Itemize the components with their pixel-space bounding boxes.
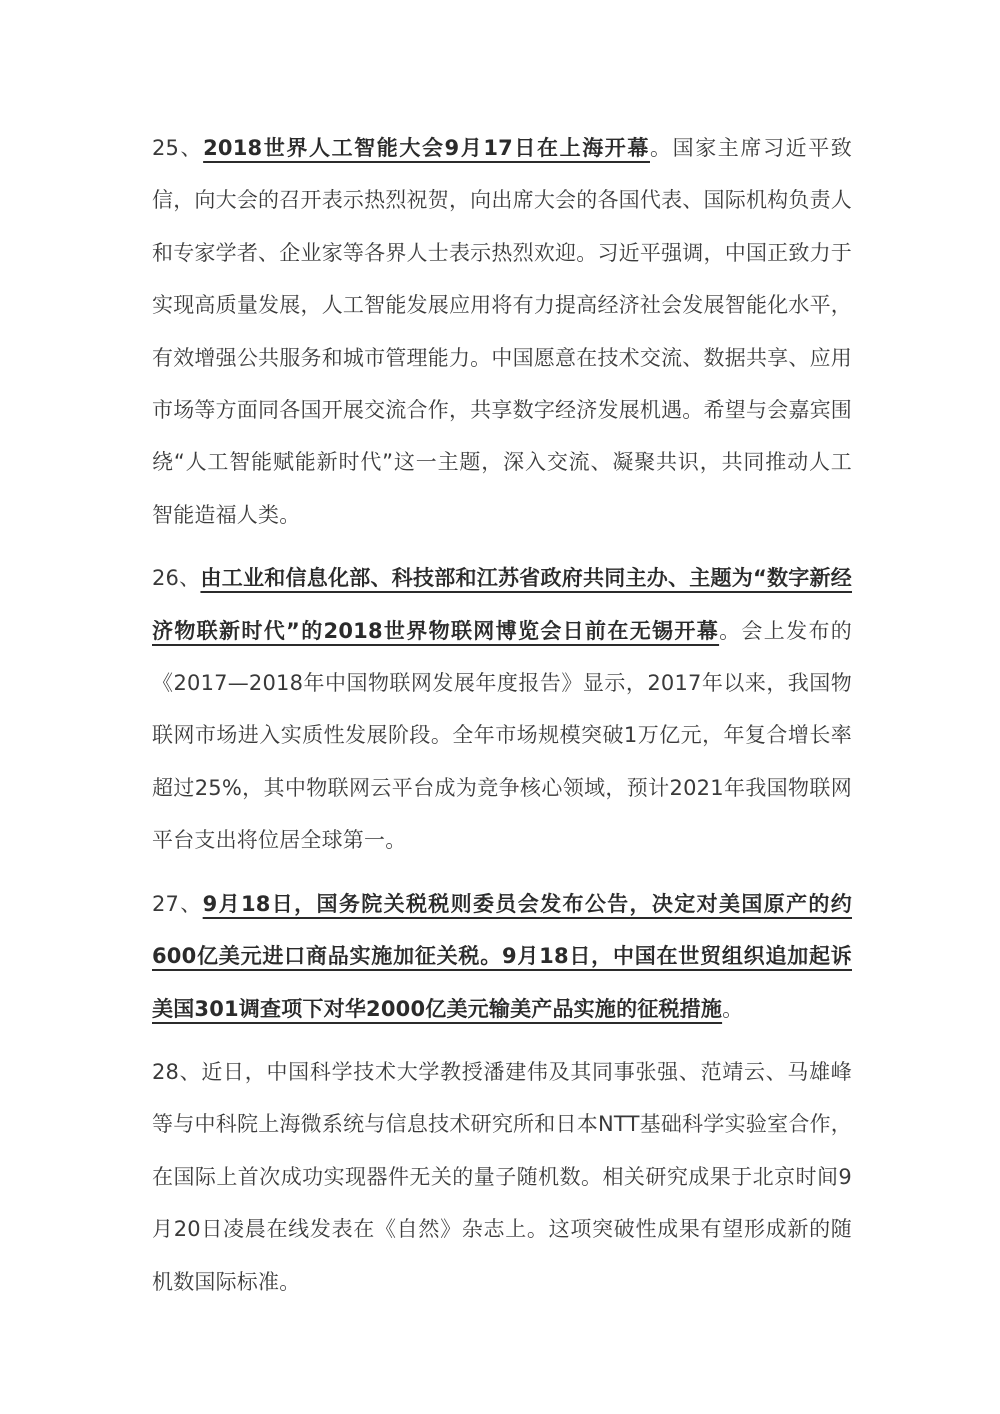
item-body: 。国家主席习近平致信，向大会的召开表示热烈祝贺，向出席大会的各国代表、国际机构负责人和专家学者、企业家等各界人士表示热烈欢迎。习近平强调，中国正致力于实现高质量发展，人工智能发展应用将有力提高经济社会发展智能化水平，有效增强公共服务和城市管理能力。中国愿意在技术交流、数据共享、应用市场等方面同各国开展交流合作，共享数字经济发展机遇。希望与会嘉宾围绕“人工智能赋能新时代”这一主题，深入交流、凝聚共识，共同推动人工智能造福人类。 <box>152 136 852 527</box>
news-item-28 <box>152 1046 852 1308</box>
news-item-25 <box>152 122 852 541</box>
item-headline: 2018世界人工智能大会9月17日在上海开幕 <box>203 136 650 160</box>
item-number: 28、 <box>152 1059 202 1084</box>
item-number: 27、 <box>152 891 203 916</box>
item-body: 。 <box>722 996 744 1021</box>
item-headline: 9月18日，国务院关税税则委员会发布公告，决定对美国原产的约600亿美元进口商品实施加征关税。9月18日，中国在世贸组织追加起诉美国301调查项下对华2000亿美元输美产品实施的征税措施 <box>152 891 852 1021</box>
news-item-27 <box>152 878 852 1035</box>
news-item-26 <box>152 552 852 866</box>
item-body: 近日，中国科学技术大学教授潘建伟及其同事张强、范靖云、马雄峰等与中科院上海微系统与信息技术研究所和日本NTT基础科学实验室合作，在国际上首次成功实现器件无关的量子随机数。相关研究成果于北京时间9月20日凌晨在线发表在《自然》杂志上。这项突破性成果有望形成新的随机数国际标准。 <box>152 1059 853 1294</box>
item-headline: 由工业和信息化部、科技部和江苏省政府共同主办、主题为“数字新经济物联新时代”的2018世界物联网博览会日前在无锡开幕 <box>152 566 853 643</box>
document-page <box>152 122 852 1319</box>
item-number: 26、 <box>152 566 201 591</box>
item-body: 。会上发布的《2017—2018年中国物联网发展年度报告》显示，2017年以来，我国物联网市场进入实质性发展阶段。全年市场规模突破1万亿元，年复合增长率超过25%，其中物联网云平台成为竞争核心领域，预计2021年我国物联网平台支出将位居全球第一。 <box>152 618 852 853</box>
item-number: 25、 <box>152 136 204 160</box>
